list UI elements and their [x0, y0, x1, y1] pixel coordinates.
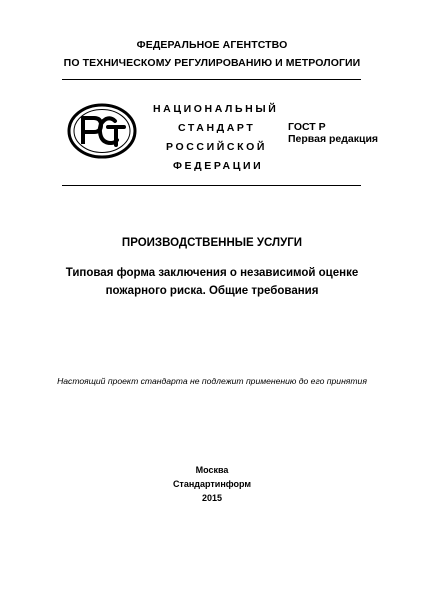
- agency-line-2: ПО ТЕХНИЧЕСКОМУ РЕГУЛИРОВАНИЮ И МЕТРОЛОГИИ: [63, 57, 361, 69]
- standard-word-2: СТАНДАРТ: [178, 122, 256, 134]
- document-subtitle-line-2: пожарного риска. Общие требования: [105, 285, 319, 297]
- standard-rule: [62, 185, 361, 186]
- document-subtitle-line-1: Типовая форма заключения о независимой оценке: [65, 267, 359, 279]
- gost-code: ГОСТ Р: [288, 121, 326, 133]
- imprint-year: 2015: [201, 493, 223, 503]
- gost-r-emblem-icon: [67, 103, 137, 159]
- standard-word-4: ФЕДЕРАЦИИ: [173, 160, 264, 172]
- document-title: ПРОИЗВОДСТВЕННЫЕ УСЛУГИ: [121, 237, 303, 249]
- header-rule: [62, 79, 361, 80]
- standard-word-1: НАЦИОНАЛЬНЫЙ: [153, 103, 279, 115]
- imprint-publisher: Стандартинформ: [172, 479, 252, 489]
- edition-label: Первая редакция: [288, 133, 379, 145]
- standard-word-3: РОССИЙСКОЙ: [166, 141, 267, 153]
- agency-line-1: ФЕДЕРАЛЬНОЕ АГЕНТСТВО: [136, 39, 288, 51]
- imprint-city: Москва: [195, 465, 229, 475]
- draft-note: Настоящий проект стандарта не подлежит применению до его принятия: [57, 376, 367, 386]
